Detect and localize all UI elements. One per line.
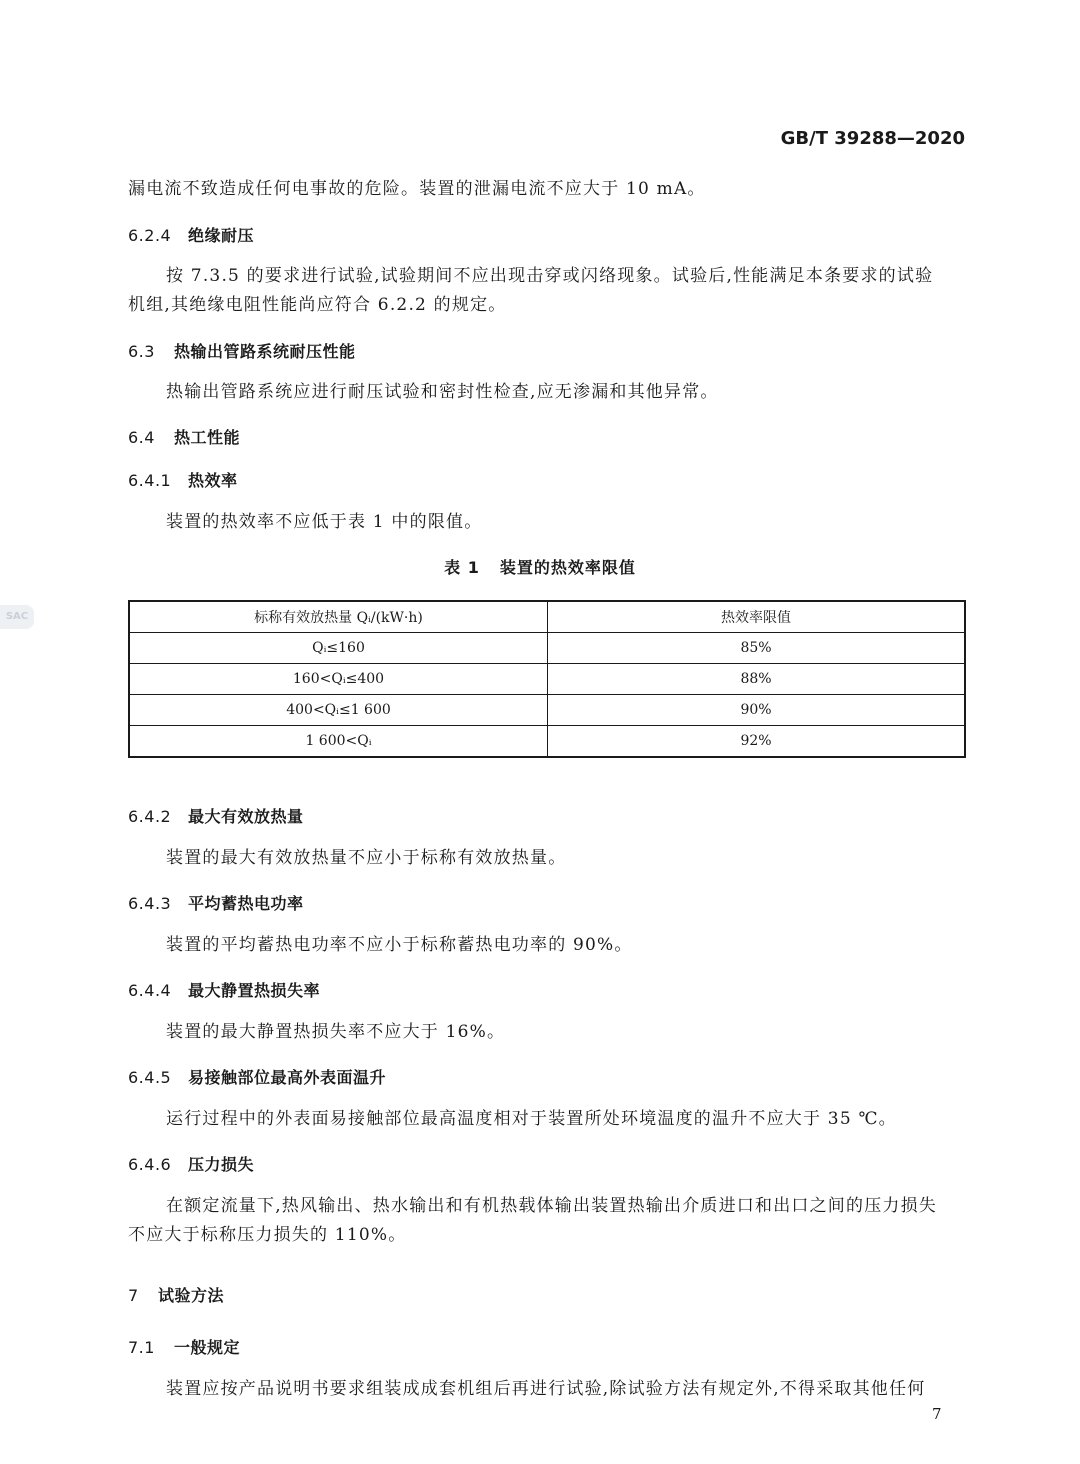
paragraph-leakage: 漏电流不致造成任何电事故的危险。装置的泄漏电流不应大于 10 mA。 xyxy=(128,179,706,199)
section-title: 一般规定 xyxy=(174,1338,241,1357)
table-row xyxy=(129,664,965,695)
section-number: 6.4.6 xyxy=(128,1155,172,1174)
section-title: 热输出管路系统耐压性能 xyxy=(174,342,356,361)
section-number: 6.4.2 xyxy=(128,807,172,826)
section-title: 易接触部位最高外表面温升 xyxy=(188,1068,387,1087)
section-title: 压力损失 xyxy=(188,1155,255,1174)
paragraph-6-2-4-line1: 按 7.3.5 的要求进行试验,试验期间不应出现击穿或闪络现象。试验后,性能满足本条要求的试验 xyxy=(166,266,934,286)
section-title: 试验方法 xyxy=(158,1286,225,1305)
section-heading-7-1 xyxy=(128,1335,240,1358)
table-cell: 85% xyxy=(548,633,966,664)
section-heading-6-4-5 xyxy=(128,1065,386,1088)
section-title: 最大静置热损失率 xyxy=(188,981,321,1000)
paragraph-6-4-5: 运行过程中的外表面易接触部位最高温度相对于装置所处环境温度的温升不应大于 35 ℃。 xyxy=(166,1109,897,1129)
table-caption xyxy=(0,555,1080,578)
standard-number: GB/T 39288—2020 xyxy=(780,128,965,149)
section-number: 6.4.5 xyxy=(128,1068,172,1087)
paragraph-6-4-4: 装置的最大静置热损失率不应大于 16%。 xyxy=(166,1022,506,1042)
header-rated-heat-output: 标称有效放热量 Qᵢ/(kW·h) xyxy=(129,601,548,633)
section-heading-6-4-4 xyxy=(128,978,320,1001)
section-heading-7 xyxy=(128,1283,224,1306)
side-logo-watermark: SAC xyxy=(0,605,34,629)
paragraph-6-3: 热输出管路系统应进行耐压试验和密封性检查,应无渗漏和其他异常。 xyxy=(166,382,719,402)
paragraph-6-4-3: 装置的平均蓄热电功率不应小于标称蓄热电功率的 90%。 xyxy=(166,935,633,955)
table-cell: 400<Qᵢ≤1 600 xyxy=(129,695,548,726)
section-heading-6-4-6 xyxy=(128,1152,254,1175)
section-number: 6.4.4 xyxy=(128,981,172,1000)
section-title: 热工性能 xyxy=(174,428,241,447)
section-heading-6-4-1 xyxy=(128,468,238,491)
paragraph-6-2-4-line2: 机组,其绝缘电阻性能尚应符合 6.2.2 的规定。 xyxy=(128,295,507,315)
section-number: 6.4.1 xyxy=(128,471,172,490)
section-heading-6-3 xyxy=(128,339,356,362)
paragraph-7-1: 装置应按产品说明书要求组装成成套机组后再进行试验,除试验方法有规定外,不得采取其他任何 xyxy=(166,1379,926,1399)
page-number: 7 xyxy=(932,1405,942,1423)
section-number: 7 xyxy=(128,1286,139,1305)
section-heading-6-4 xyxy=(128,425,240,448)
section-heading-6-2-4 xyxy=(128,223,254,246)
section-number: 6.4 xyxy=(128,428,155,447)
table-cell: 88% xyxy=(548,664,966,695)
table-row xyxy=(129,726,965,758)
section-number: 6.3 xyxy=(128,342,155,361)
table-row xyxy=(129,633,965,664)
table-cell: Qᵢ≤160 xyxy=(129,633,548,664)
table-number: 表 1 xyxy=(444,558,480,577)
section-title: 绝缘耐压 xyxy=(188,226,255,245)
section-heading-6-4-3 xyxy=(128,891,304,914)
header-efficiency-limit: 热效率限值 xyxy=(548,601,966,633)
section-heading-6-4-2 xyxy=(128,804,304,827)
table-cell: 1 600<Qᵢ xyxy=(129,726,548,758)
table-cell: 90% xyxy=(548,695,966,726)
table-title: 装置的热效率限值 xyxy=(499,558,636,577)
section-title: 平均蓄热电功率 xyxy=(188,894,304,913)
section-title: 最大有效放热量 xyxy=(188,807,304,826)
table-cell: 92% xyxy=(548,726,966,758)
section-number: 7.1 xyxy=(128,1338,155,1357)
efficiency-limit-table xyxy=(128,600,966,758)
table-header-row xyxy=(129,601,965,633)
table-cell: 160<Qᵢ≤400 xyxy=(129,664,548,695)
paragraph-6-4-1: 装置的热效率不应低于表 1 中的限值。 xyxy=(166,512,483,532)
paragraph-6-4-2: 装置的最大有效放热量不应小于标称有效放热量。 xyxy=(166,848,567,868)
section-number: 6.4.3 xyxy=(128,894,172,913)
table-row xyxy=(129,695,965,726)
section-title: 热效率 xyxy=(188,471,238,490)
paragraph-6-4-6-line1: 在额定流量下,热风输出、热水输出和有机热载体输出装置热输出介质进口和出口之间的压力损失 xyxy=(166,1196,938,1216)
section-number: 6.2.4 xyxy=(128,226,172,245)
paragraph-6-4-6-line2: 不应大于标称压力损失的 110%。 xyxy=(128,1225,407,1245)
